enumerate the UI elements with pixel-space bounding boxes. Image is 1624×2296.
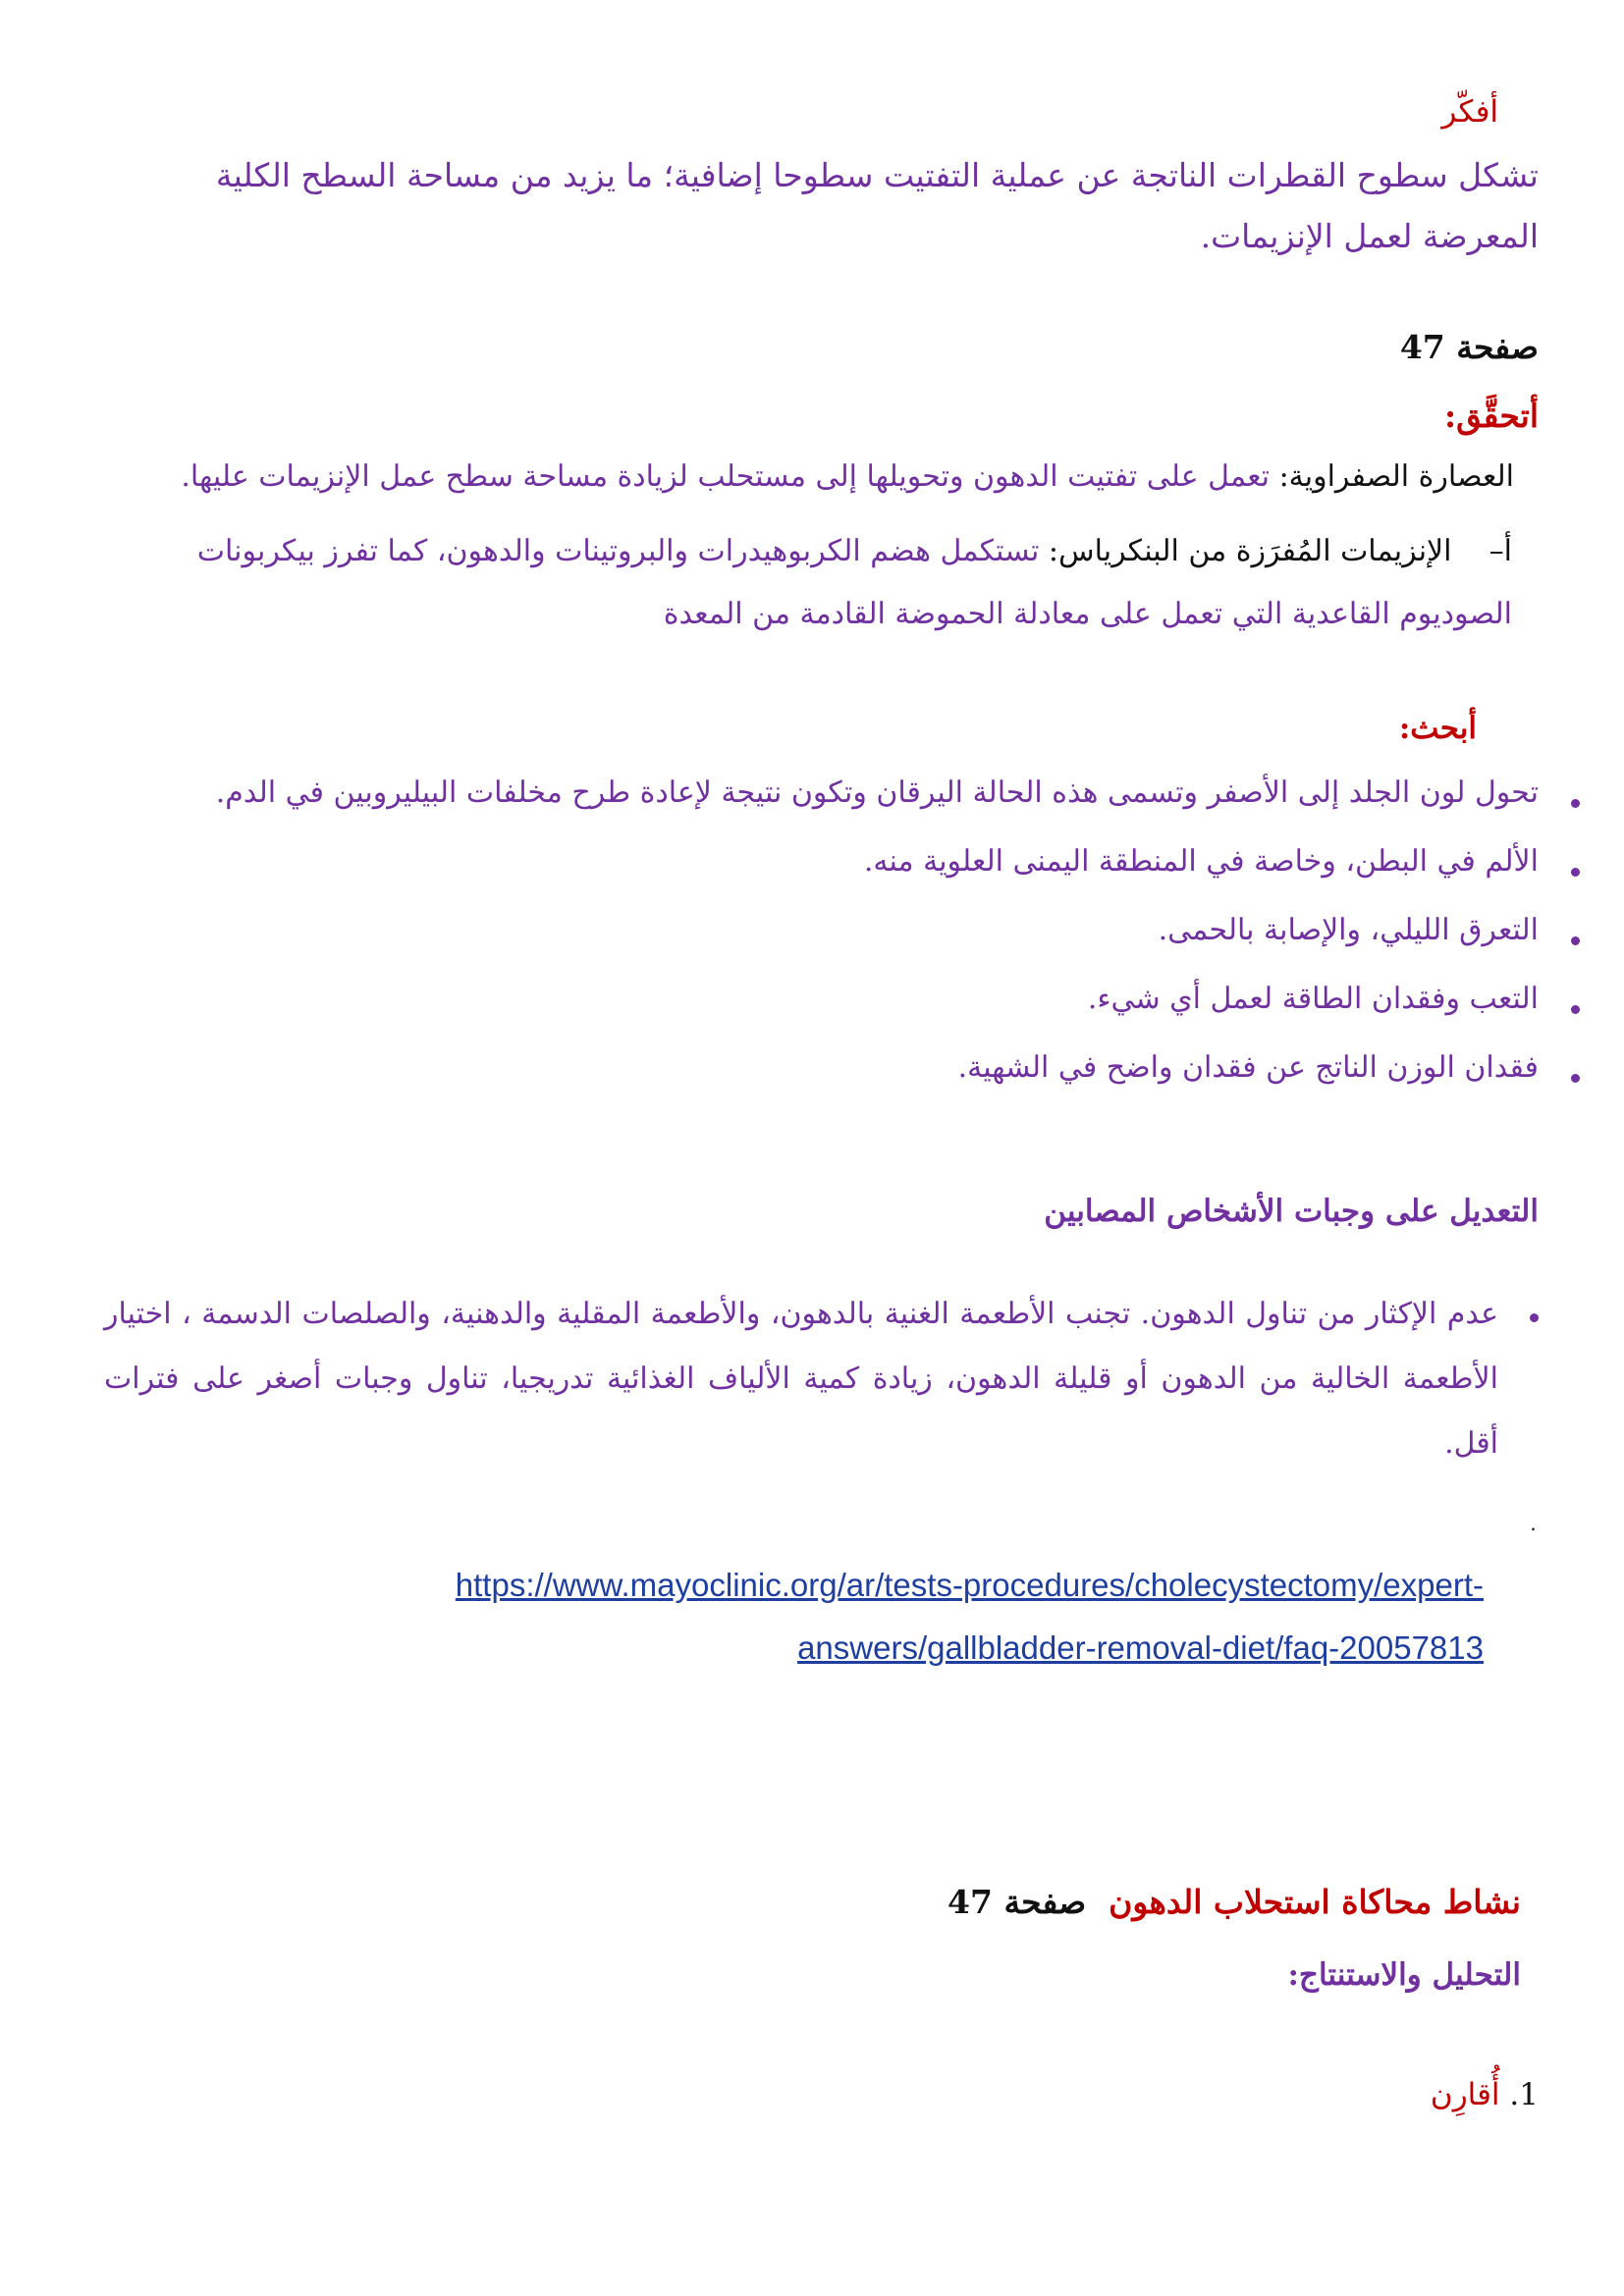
diet-item: عدم الإكثار من تناول الدهون. تجنب الأطعمة الغنية بالدهون، والأطعمة المقلية والدهنية، والصلصات الدسمة ، اختيار الأطعمة الخالية من الدهون أو قليلة الدهون، زيادة كمية الألياف الغذائية تدريجيا، تناول وجبات أصغر على فترات أقل. <box>104 1297 1498 1461</box>
reference-link-line-1[interactable]: https://www.mayoclinic.org/ar/tests-procedures/cholecystectomy/expert- <box>455 1567 1484 1603</box>
page-ref-number: 47 <box>1399 328 1445 366</box>
list-item <box>216 844 1539 913</box>
question-1 <box>1431 2077 1539 2112</box>
symptoms-list <box>216 775 1539 1119</box>
activity-heading <box>947 1883 1521 1921</box>
diet-heading: التعديل على وجبات الأشخاص المصابين <box>1044 1194 1539 1229</box>
bullet-icon <box>1571 936 1580 945</box>
pancreas-term: الإنزيمات المُفرَزة من البنكرياس: <box>1048 534 1452 568</box>
pancreas-marker: أ– <box>1489 534 1512 568</box>
list-item <box>216 1050 1539 1119</box>
list-item-text: فقدان الوزن الناتج عن فقدان واضح في الشهية. <box>957 1050 1539 1085</box>
stray-mark: . <box>1530 1512 1537 1536</box>
bullet-icon <box>1571 799 1580 808</box>
bullet-icon <box>1571 868 1580 877</box>
list-item-text: تحول لون الجلد إلى الأصفر وتسمى هذه الحالة اليرقان وتكون نتيجة لإعادة طرح مخلفات البيليروبين في الدم. <box>215 775 1539 810</box>
bullet-icon <box>1530 1313 1539 1322</box>
page-ref-word: صفحة <box>1456 328 1539 366</box>
list-item-text: التعب وفقدان الطاقة لعمل أي شيء. <box>1087 982 1539 1016</box>
question-text: أُقارِن <box>1430 2077 1500 2112</box>
think-body: تشكل سطوح القطرات الناتجة عن عملية التفتيت سطوحا إضافية؛ ما يزيد من مساحة السطح الكلية المعرضة لعمل الإنزيمات. <box>215 156 1539 255</box>
list-item-text: التعرق الليلي، والإصابة بالحمى. <box>1158 913 1539 947</box>
page-reference <box>1400 328 1539 366</box>
search-heading: أبحث: <box>1398 711 1477 746</box>
activity-title: نشاط محاكاة استحلاب الدهون <box>1109 1883 1521 1921</box>
bile-text: تعمل على تفتيت الدهون وتحويلها إلى مستحلب لزيادة مساحة سطح عمل الإنزيمات عليها. <box>181 459 1279 494</box>
bile-line <box>181 459 1514 494</box>
pancreas-text: تستكمل هضم الكربوهيدرات والبروتينات والدهون، كما تفرز بيكربونات الصوديوم القاعدية التي تعمل على معادلة الحموضة القادمة من المعدة <box>196 534 1512 631</box>
think-label: أفكّر <box>1441 94 1498 130</box>
reference-link-line-2[interactable]: answers/gallbladder-removal-diet/faq-20057813 <box>797 1629 1484 1666</box>
verify-heading: أتحقَّق: <box>1443 397 1539 435</box>
analysis-heading: التحليل والاستنتاج: <box>1287 1957 1521 1993</box>
bullet-icon <box>1571 1005 1580 1014</box>
question-number: 1. <box>1509 2077 1539 2112</box>
pancreas-line <box>157 520 1512 646</box>
bile-term: العصارة الصفراوية: <box>1278 459 1514 494</box>
list-item-text: الألم في البطن، وخاصة في المنطقة اليمنى العلوية منه. <box>863 844 1539 879</box>
activity-page-word: صفحة <box>1003 1883 1087 1921</box>
bullet-icon <box>1571 1074 1580 1083</box>
list-item <box>216 982 1539 1050</box>
activity-page-number: 47 <box>947 1883 993 1921</box>
list-item <box>216 913 1539 982</box>
list-item <box>216 775 1539 844</box>
